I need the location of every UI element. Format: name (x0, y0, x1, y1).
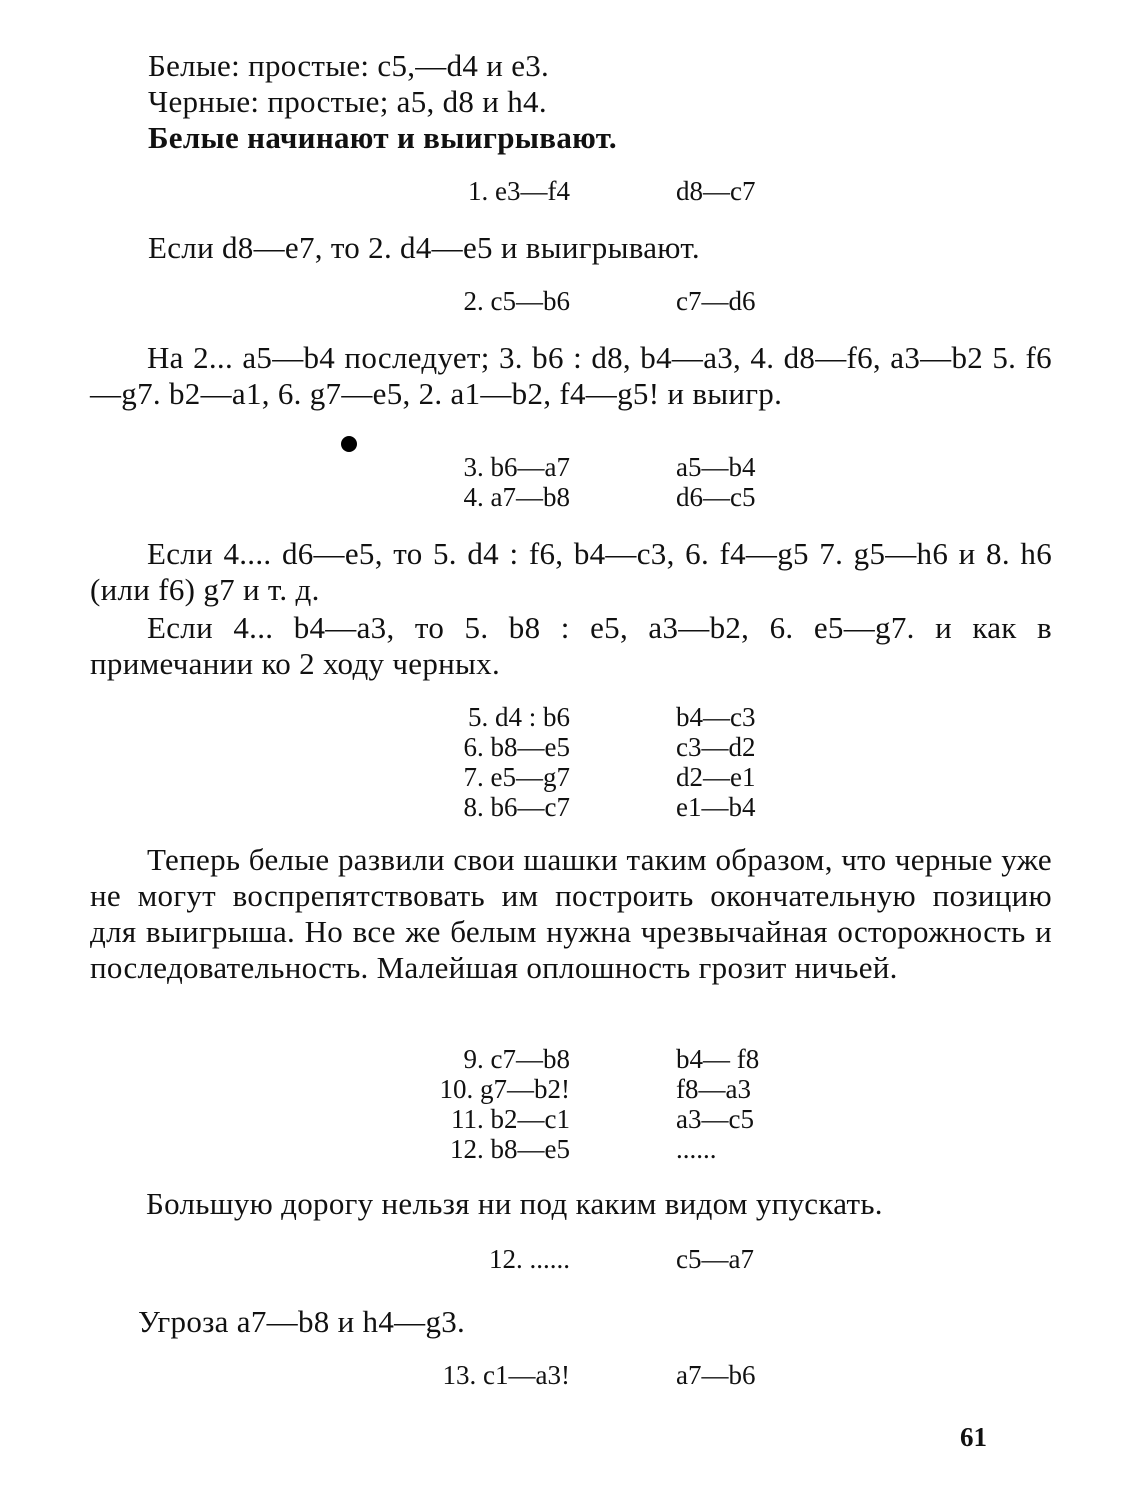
white-move: 12. ...... (489, 1244, 570, 1274)
white-move: 4. a7—b8 (463, 482, 570, 512)
black-move: d2—e1 (676, 762, 756, 792)
comment-paragraph: Если 4.... d6—e5, то 5. d4 : f6, b4—c3, 6. f4—g5 7. g5—h6 и 8. h6 (или f6) g7 и т. д. (90, 536, 1052, 607)
white-move: 3. b6—a7 (463, 452, 570, 482)
black-move: d8—c7 (676, 176, 756, 206)
intro-task: Белые начинают и выигрывают. (148, 120, 617, 155)
white-move: 13. c1—a3! (442, 1360, 570, 1390)
white-move: 12. b8—e5 (450, 1134, 570, 1164)
black-move: c5—a7 (676, 1244, 754, 1274)
black-move: b4— f8 (676, 1044, 760, 1074)
white-move: 10. g7—b2! (439, 1074, 570, 1104)
white-move: 7. e5—g7 (463, 762, 570, 792)
comment-paragraph: Большую дорогу нельзя ни под каким видом упускать. (146, 1186, 883, 1221)
black-move: f8—a3 (676, 1074, 751, 1104)
black-move: d6—c5 (676, 482, 756, 512)
white-move: 8. b6—c7 (463, 792, 570, 822)
comment-paragraph: Если d8—e7, то 2. d4—e5 и выигрывают. (148, 230, 700, 265)
black-move: a3—c5 (676, 1104, 754, 1134)
comment-paragraph: На 2... a5—b4 последует; 3. b6 : d8, b4—a3, 4. d8—f6, a3—b2 5. f6—g7. b2—a1, 6. g7—e5, 2. a1—b2, f4—g5! и выигр. (90, 340, 1052, 411)
white-move: 2. c5—b6 (463, 286, 570, 316)
black-move: a7—b6 (676, 1360, 756, 1390)
scan-blot (341, 436, 357, 452)
white-move: 9. c7—b8 (463, 1044, 570, 1074)
white-move: 5. d4 : b6 (467, 702, 570, 732)
black-move: c7—d6 (676, 286, 756, 316)
intro-white-pieces: Белые: простые: c5,—d4 и e3. (148, 48, 550, 83)
comment-paragraph: Теперь белые развили свои шашки таким образом, что черные уже не могут воспрепятствовать им построить окончательную позицию для выигрыша. Но все же белым нужна чрезвычайная осторожность и последовательность. Малейшая оплошность грозит ничьей. (90, 842, 1052, 985)
page-number: 61 (960, 1422, 987, 1452)
white-move: 6. b8—e5 (463, 732, 570, 762)
black-move: e1—b4 (676, 792, 756, 822)
white-move: 11. b2—c1 (451, 1104, 570, 1134)
black-move: a5—b4 (676, 452, 756, 482)
intro-black-pieces: Черные: простые; a5, d8 и h4. (148, 84, 547, 119)
black-move: c3—d2 (676, 732, 756, 762)
comment-paragraph: Если 4... b4—a3, то 5. b8 : e5, a3—b2, 6. e5—g7. и как в примечании ко 2 ходу черных. (90, 610, 1052, 681)
black-move: ...... (676, 1134, 717, 1164)
black-move: b4—c3 (676, 702, 756, 732)
white-move: 1. e3—f4 (468, 176, 570, 206)
comment-paragraph: Угроза a7—b8 и h4—g3. (138, 1304, 466, 1339)
